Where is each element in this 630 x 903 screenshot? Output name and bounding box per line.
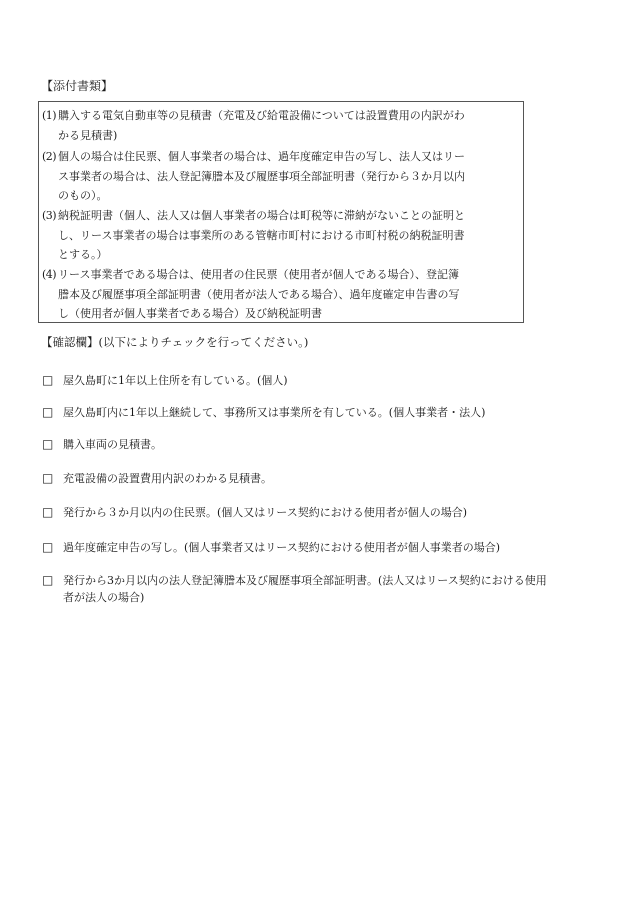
attachment-item-line: し、リース事業者の場合は事業所のある管轄市町村における市町村税の納税証明書 [58,228,465,242]
checklist-item-label: 屋久島町に1年以上住所を有している。(個人) [63,374,288,387]
attachment-item-number: (2) [42,150,57,163]
checkbox-icon[interactable]: □ [42,471,54,485]
checkbox-icon[interactable]: □ [42,573,54,587]
attachment-item-line: かる見積書) [58,128,118,142]
attachment-item-3 [42,206,520,265]
attachment-item-line: 個人の場合は住民票、個人事業者の場合は、過年度確定申告の写し、法人又はリー [58,150,465,163]
checklist-item[interactable] [42,504,602,521]
checklist-item-label: 充電設備の設置費用内訳のわかる見積書。 [63,472,272,485]
attachment-item-number: (3) [42,209,57,222]
attachment-item-line: とする。） [58,248,108,262]
attachment-item-2 [42,147,520,206]
attachment-item-number: (1) [42,109,57,122]
attachment-item-line: し（使用者が個人事業者である場合）及び納税証明書 [58,307,322,321]
checklist-item[interactable] [42,436,602,453]
checklist-item[interactable] [42,470,602,487]
checkbox-icon[interactable]: □ [42,437,54,451]
checkbox-icon[interactable]: □ [42,505,54,519]
checklist-item[interactable] [42,404,602,421]
attachment-item-line: 謄本及び履歴事項全部証明書（使用者が法人である場合）、過年度確定申告書の写 [58,287,460,301]
attachment-item-4 [42,265,520,324]
checkbox-icon[interactable]: □ [42,540,54,554]
checklist-item-label: 屋久島町内に1年以上継続して、事務所又は事業所を有している。(個人事業者・法人) [63,406,486,419]
checklist-item-label: 発行から3か月以内の法人登記簿謄本及び履歴事項全部証明書。(法人又はリース契約における使用 [63,574,547,587]
checklist-item-label: 発行から３か月以内の住民票。(個人又はリース契約における使用者が個人の場合) [63,506,468,519]
attachment-item-line: リース事業者である場合は、使用者の住民票（使用者が個人である場合）、登記簿 [58,268,459,281]
checklist-item[interactable] [42,572,602,606]
checklist-item-label: 過年度確定申告の写し。(個人事業者又はリース契約における使用者が個人事業者の場合) [63,541,501,554]
checklist-item[interactable] [42,539,602,556]
attachment-item-number: (4) [42,268,57,281]
attachments-box [38,101,524,323]
checklist-item-label: 購入車両の見積書。 [63,438,162,451]
checkbox-icon[interactable]: □ [42,405,54,419]
confirmation-heading: 【確認欄】(以下によりチェックを行ってください。) [41,335,309,349]
attachment-item-line: 納税証明書（個人、法人又は個人事業者の場合は町税等に滞納がないことの証明と [58,209,465,222]
attachment-item-line: のもの）。 [58,189,108,203]
attachment-item-line: 購入する電気自動車等の見積書（充電及び給電設備については設置費用の内訳がわ [58,109,465,122]
checklist-item-label: 者が法人の場合) [63,591,145,604]
checkbox-icon[interactable]: □ [42,373,54,387]
attachments-heading: 【添付書類】 [41,79,114,93]
attachment-item-1 [42,106,520,145]
attachment-item-line: ス事業者の場合は、法人登記簿謄本及び履歴事項全部証明書（発行から３か月以内 [58,169,465,183]
checklist-item[interactable] [42,372,602,389]
